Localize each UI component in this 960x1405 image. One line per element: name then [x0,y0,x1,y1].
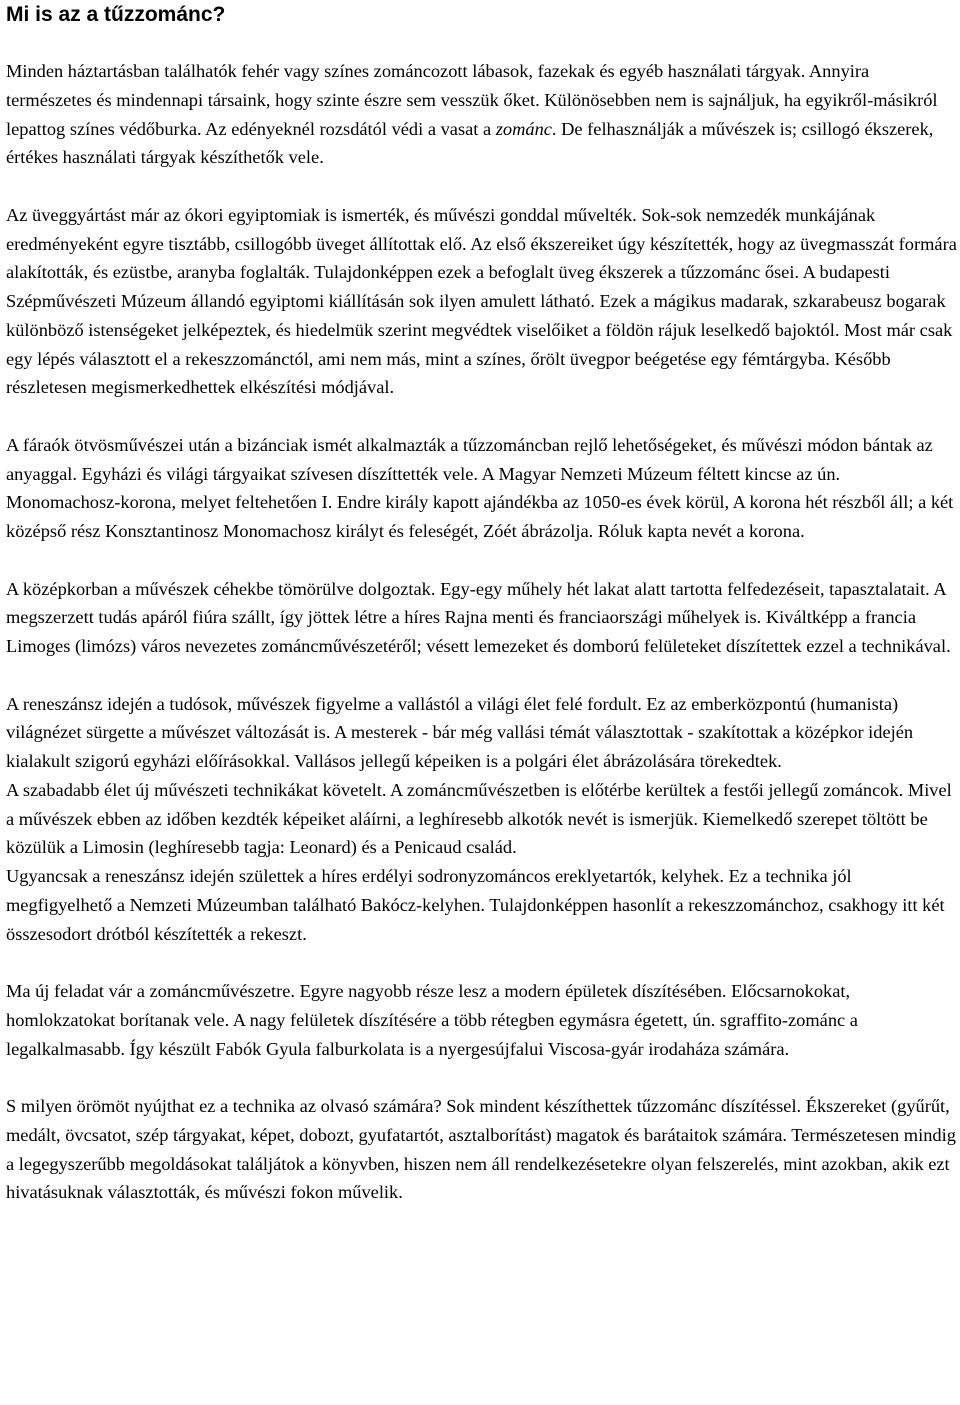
paragraph-intro [6,57,958,172]
intro-text-start: Minden háztartásban találhatók fehér vagy színes zománcozott lábasok, fazekak és egyéb használati tárgyak. Annyira természetes és mindennapi társaink, hogy szinte észre sem vesszük őket. Különösebben nem is sajnáljuk, ha egyikről-másikról lepattog színes védőburka. Az edényeknél rozsdától védi a vasat a [6,61,938,139]
intro-text-end: . De felhasználják a művészek is; csillogó ékszerek, értékes használati tárgyak készíthetők vele. [6,118,934,168]
paragraph-gap [6,172,958,201]
paragraph-renaissance-3: Ugyancsak a reneszánsz idején születtek a híres erdélyi sodronyzománcos ereklyetartók, kelyhek. Ez a technika jól megfigyelhető a Nemzeti Múzeumban található Bakócz-kelyhen. Tulajdonképpen hasonlít a rekeszzománchoz, csakhogy itt két összesodort drótból készítették a rekeszt. [6,866,945,944]
page-title: Mi is az a tűzzománc? [6,3,226,26]
paragraph-modern: Ma új feladat vár a zománcművészetre. Egyre nagyobb része lesz a modern épületek díszítésében. Előcsarnokokat, homlokzatokat borítanak vele. A nagy felületek díszítésére a több rétegben egymásra égetett, ún. sgraffito-zománc a legalkalmasabb. Így készült Fabók Gyula falburkolata is a nyergesújfalui Viscosa-gyár irodaháza számára. [6,981,858,1059]
paragraph-renaissance-1: A reneszánsz idején a tudósok, művészek figyelme a vallástól a világi élet felé fordult. Ez az emberközpontú (humanista) világnézet sürgette a művészet változását is. A mesterek - bár még vallási témát választottak - szakítottak a középkor idején kialakult szigorú egyházi előírásokkal. Vallásos jellegű képeiken is a polgári élet ábrázolására törekedtek. [6,693,914,771]
paragraph-gap [6,402,958,431]
document-page [6,0,958,1207]
paragraph-middle-ages: A középkorban a művészek céhekbe tömörülve dolgoztak. Egy-egy műhely hét lakat alatt tartotta felfedezéseit, tapasztalatait. A megszerzett tudás apáról fiúra szállt, így jöttek létre a híres Rajna menti és franciaországi műhelyek is. Kiváltképp a francia Limoges (limózs) város nevezetes zománcművészetéről; vésett lemezeket és domború felületeket díszítettek ezzel a technikával. [6,578,951,656]
paragraph-gap [6,661,958,690]
intro-emphasis-zomanc: zománc [495,118,552,139]
paragraph-closing: S milyen örömöt nyújthat ez a technika az olvasó számára? Sok mindent készíthettek tűzzománc díszítéssel. Ékszereket (gyűrűt, medált, övcsatot, szép tárgyakat, képet, dobozt, gyufatartót, asztalborítást) magatok és barátaitok számára. Természetesen mindig a legegyszerűbb megoldásokat találjátok a könyvben, hiszen nem áll rendelkezésetekre olyan felszerelés, mint azokban, akik ezt hivatásuknak választották, és művészi fokon művelik. [6,1096,956,1203]
paragraph-egypt: Az üveggyártást már az ókori egyiptomiak is ismerték, és művészi gonddal művelték. Sok-sok nemzedék munkájának eredményeként egyre tisztább, csillogóbb üveget állítottak elő. Az első ékszereiket úgy készítették, hogy az üvegmasszát formára alakították, és ezüstbe, aranyba foglalták. Tulajdonképpen ezek a befoglalt üveg ékszerek a tűzzománc ősei. A budapesti Szépművészeti Múzeum állandó egyiptomi kiállításán sok ilyen amulett látható. Ezek a mágikus madarak, szkarabeusz bogarak különböző istenségeket jelképeztek, és hiedelmük szerint megvédtek viselőiket a földön rájuk leselkedő bajoktól. Most már csak egy lépés választott el a rekeszzománctól, ami nem más, mint a színes, őrölt üvegpor beégetése egy fémtárgyba. Később részletesen megismerkedhettek elkészítési módjával. [6,204,957,398]
paragraph-gap [6,1063,958,1092]
paragraph-byzantine: A fáraók ötvösművészei után a bizánciak ismét alkalmazták a tűzzománcban rejlő lehetőségeket, és művészi módon bántak az anyaggal. Egyházi és világi tárgyaikat szívesen díszíttették vele. A Magyar Nemzeti Múzeum féltett kincse az ún. Monomachosz-korona, melyet feltehetően I. Endre király kapott ajándékba az 1050-es évek körül, A korona hét részből áll; a két középső rész Konsztantinosz Monomachosz királyt és feleségét, Zóét ábrázolja. Róluk kapta nevét a korona. [6,434,954,541]
paragraph-gap [6,948,958,977]
paragraph-renaissance-2: A szabadabb élet új művészeti technikákat követelt. A zománcművészetben is előtérbe kerültek a festői jellegű zománcok. Mivel a művészek ebben az időben kezdték képeiket aláírni, a leghíresebb alkotók nevét is ismerjük. Kiemelkedő szerepet töltött be közülük a Limosin (leghíresebb tagja: Leonard) és a Penicaud család. [6,779,952,858]
paragraph-gap [6,546,958,575]
